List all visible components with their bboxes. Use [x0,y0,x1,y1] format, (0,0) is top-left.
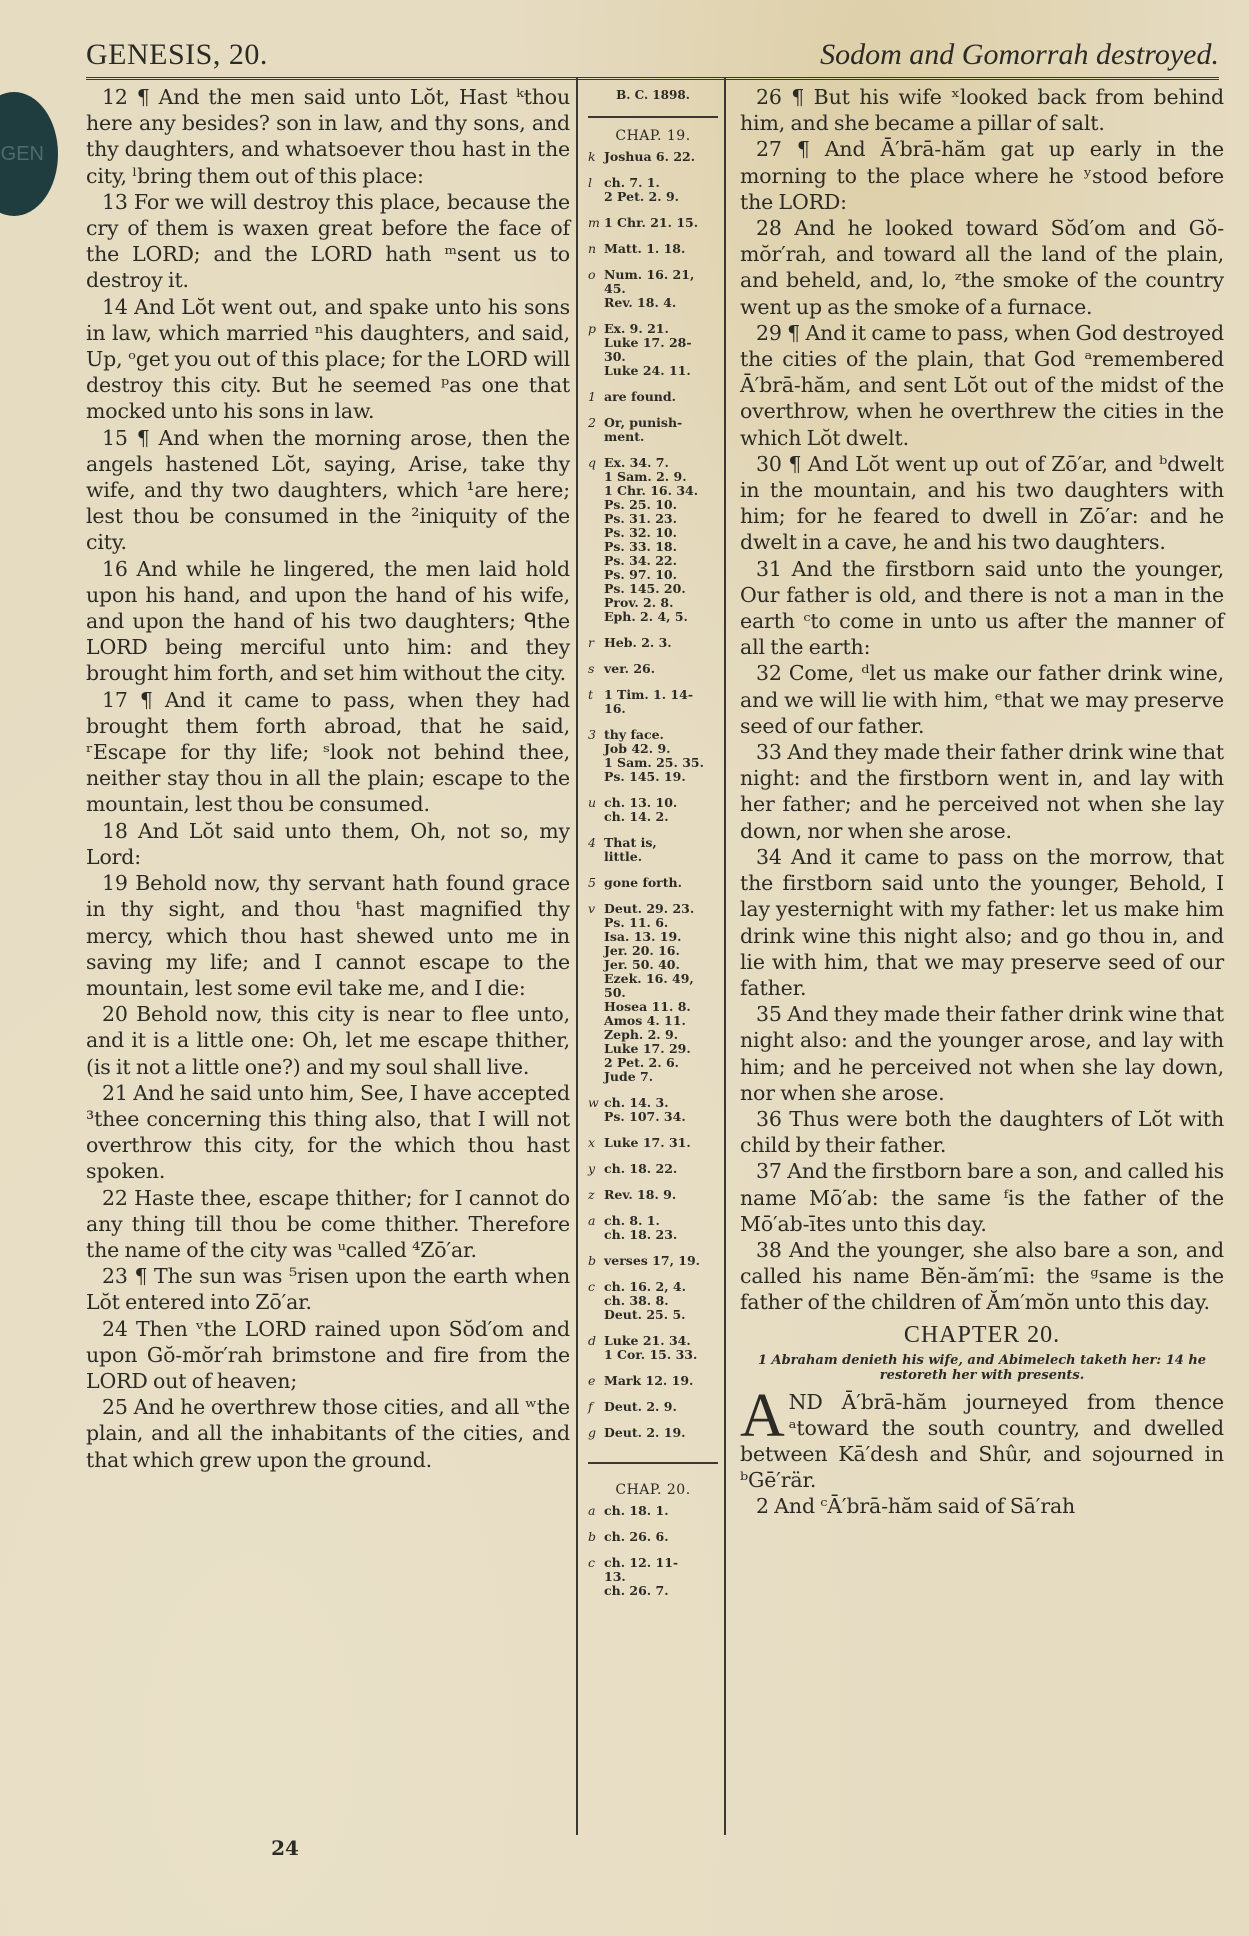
reference-line: Ps. 25. 10. [604,497,677,512]
reference-entry [588,1096,718,1124]
reference-line: Luke 17. 31. [604,1135,691,1150]
reference-entry [588,636,718,650]
reference-line: ch. 13. 10. [604,795,678,810]
reference-entry [588,796,718,824]
reference-line: Luke 21. 34. [604,1333,691,1348]
reference-entry [588,150,718,164]
verse-18: 18 And Lŏt said unto them, Oh, not so, my Lord: [86,818,570,869]
reference-key: x [588,1135,596,1150]
reference-line: Job 42. 9. [604,741,671,756]
reference-key: r [588,635,594,650]
reference-line: 50. [604,985,626,1000]
reference-line: Ps. 11. 6. [604,915,669,930]
verse-34: 34 And it came to pass on the morrow, that the firstborn said unto the younger, Behold, I lay yesternight with my father: let us make him drink wine this night also; and go thou in, and lie with him, that we may preserve seed of our father. [740,844,1224,1000]
reference-line: Deut. 2. 9. [604,1399,677,1414]
reference-entry [588,662,718,676]
reference-line: 1 Chr. 21. 15. [604,215,699,230]
reference-line: Zeph. 2. 9. [604,1027,679,1042]
verse-33: 33 And they made their father drink wine that night: and the firstborn went in, and lay with her father; and he perceived not when she lay down, nor when she arose. [740,740,1224,843]
reference-line: Ps. 33. 18. [604,539,677,554]
reference-line: ch. 18. 23. [604,1227,678,1242]
reference-key: p [588,321,597,336]
chap-20-references [588,1504,718,1598]
reference-line: Ps. 145. 19. [604,769,686,784]
chapter-20-verse-1 [740,1381,1224,1494]
reference-line: Deut. 29. 23. [604,901,695,916]
chap-19-references [588,150,718,1440]
reference-line: Deut. 2. 19. [604,1425,686,1440]
reference-key: o [588,267,596,282]
reference-key: z [588,1187,595,1202]
reference-entry [588,1426,718,1440]
thumb-tab-label: GEN [0,142,44,165]
verse-37: 37 And the firstborn bare a son, and called his name Mō′ab: the same ᶠis the father of the Mō′ab-ītes unto this day. [740,1159,1224,1236]
reference-line: Ps. 107. 34. [604,1109,686,1124]
reference-line: 1 Chr. 16. 34. [604,483,699,498]
verse-32: 32 Come, ᵈlet us make our father drink wine, and we will lie with him, ᵉthat we may preserve seed of our father. [740,661,1224,738]
reference-line: Luke 24. 11. [604,363,691,378]
reference-line: Ex. 9. 21. [604,321,669,336]
reference-line: ch. 26. 6. [604,1529,669,1544]
verse-31: 31 And the firstborn said unto the younger, Our father is old, and there is not a man in the earth ᶜto come in unto us after the manner of all the earth: [740,556,1224,660]
reference-line: 2 Pet. 2. 9. [604,189,679,204]
reference-line: Rev. 18. 9. [604,1187,677,1202]
verse-38: 38 And the younger, she also bare a son, and called his name Bĕn-ăm′mī: the ᵍsame is the father of the children of Ăm′mŏn unto this day. [740,1237,1224,1315]
reference-entry [588,322,718,378]
reference-rule [588,1462,718,1464]
reference-line: Ps. 34. 22. [604,553,677,568]
reference-entry [588,242,718,256]
reference-key: v [588,901,596,916]
reference-entry [588,1374,718,1388]
reference-line: 2 Pet. 2. 6. [604,1055,679,1070]
reference-line: ch. 14. 2. [604,809,669,824]
verse-36: 36 Thus were both the daughters of Lŏt with child by their father. [740,1106,1224,1158]
verse-13: 13 For we will destroy this place, because the cry of them is waxen great before the face of the LORD; and the LORD hath ᵐsent us to destroy it. [86,189,570,293]
drop-cap: A [740,1381,785,1450]
reference-line: ch. 12. 11- [604,1555,679,1570]
reference-line: Jer. 20. 16. [604,943,680,958]
reference-key: n [588,241,597,256]
verse-20: 20 Behold now, this city is near to flee unto, and it is a little one: Oh, let me escape thither, (is it not a little one?) and my soul shall live. [86,1002,570,1079]
reference-line: Luke 17. 28- [604,335,692,350]
verse-23: 23 ¶ The sun was ⁵risen upon the earth when Lŏt entered into Zō′ar. [86,1264,570,1315]
reference-entry [588,1162,718,1176]
reference-line: 16. [604,701,626,716]
reference-key: e [588,1373,596,1388]
verse-27: 27 ¶ And Ā′brā-hăm gat up early in the morning to the place where he ʸstood before the LORD: [740,137,1224,214]
left-text-column [86,84,570,1473]
reference-line: Jude 7. [604,1069,654,1084]
reference-line: 1 Sam. 25. 35. [604,755,704,770]
reference-line: Mark 12. 19. [604,1373,694,1388]
verse-15: 15 ¶ And when the morning arose, then the angels hastened Lŏt, saying, Arise, take thy wife, and thy two daughters, which ¹are here; lest thou be consumed in the ²iniquity of the city. [86,425,570,555]
reference-key: k [588,149,596,164]
reference-line: ch. 7. 1. [604,175,660,190]
verse-12: 12 ¶ And the men said unto Lŏt, Hast ᵏthou here any besides? son in law, and thy sons, and thy daughters, and whatsoever thou hast in the city, ˡbring them out of this place: [86,85,570,188]
reference-key: u [588,795,597,810]
reference-entry [588,216,718,230]
reference-key: q [588,455,597,470]
reference-rule [588,116,718,118]
reference-key: c [588,1555,596,1570]
reference-line: thy face. [604,727,664,742]
reference-key: g [588,1425,597,1440]
reference-key: m [588,215,600,230]
reference-line: 1 Sam. 2. 9. [604,469,687,484]
reference-line: ment. [604,429,645,444]
reference-entry [588,1530,718,1544]
verse-21: 21 And he said unto him, See, I have accepted ³thee concerning this thing also, that I will not overthrow this city, for the which thou hast spoken. [86,1080,570,1184]
reference-entry [588,1504,718,1518]
reference-entry [588,1214,718,1242]
reference-line: 45. [604,281,626,296]
reference-line: Deut. 25. 5. [604,1307,686,1322]
reference-key: a [588,1503,596,1518]
reference-line: Prov. 2. 8. [604,595,674,610]
reference-line: 1 Tim. 1. 14- [604,687,694,702]
reference-key: d [588,1333,597,1348]
reference-line: Or, punish- [604,415,683,430]
reference-line: Isa. 13. 19. [604,929,682,944]
reference-entry [588,268,718,310]
verse-26: 26 ¶ But his wife ˣlooked back from behind him, and she became a pillar of salt. [740,85,1224,136]
verse-17: 17 ¶ And it came to pass, when they had brought them forth abroad, that he said, ʳEscape for thy life; ˢlook not behind thee, neither stay thou in all the plain; escape to the mountain, lest thou be consumed. [86,687,570,817]
reference-entry [588,876,718,890]
reference-line: little. [604,849,643,864]
chap-19-label: CHAP. 19. [615,128,691,144]
reference-entry [588,728,718,784]
chapter-20-verse-2: 2 And ᶜĀ′brā-hăm said of Sā′rah [756,1494,1076,1519]
reference-line: Jer. 50. 40. [604,957,680,972]
reference-line: Amos 4. 11. [604,1013,686,1028]
reference-line: verses 17, 19. [604,1253,701,1268]
reference-key: a [588,1213,596,1228]
reference-entry [588,836,718,864]
chap-20-label: CHAP. 20. [615,1482,691,1498]
reference-entry [588,1334,718,1362]
reference-key: c [588,1279,596,1294]
reference-line: Rev. 18. 4. [604,295,677,310]
reference-line: Ex. 34. 7. [604,455,669,470]
reference-entry [588,176,718,204]
chapter-20-summary: 1 Abraham denieth his wife, and Abimelech taketh her: 14 he restoreth her with presents. [757,1352,1207,1383]
reference-key: y [588,1161,596,1176]
reference-key: 5 [588,875,596,890]
reference-line: ch. 8. 1. [604,1213,660,1228]
reference-key: 1 [588,389,596,404]
center-reference-column [576,78,726,1835]
verse-29: 29 ¶ And it came to pass, when God destroyed the cities of the plain, that God ᵃremembered Ā′brā-hăm, and sent Lŏt out of the midst of the overthrow, when he overthrew the cities in the which Lŏt dwelt. [740,320,1224,450]
reference-entry [588,1556,718,1598]
reference-line: Luke 17. 29. [604,1041,691,1056]
reference-entry [588,416,718,444]
reference-entry [588,902,718,1084]
running-head [86,30,1219,72]
verse-14: 14 And Lŏt went out, and spake unto his sons in law, which married ⁿhis daughters, and said, Up, ᵒget you out of this place; for the LORD will destroy this city. But he seemed ᵖas one that mocked unto his sons in law. [86,294,570,424]
verse-19: 19 Behold now, thy servant hath found grace in thy sight, and thou ᵗhast magnified thy mercy, which thou hast shewed unto me in saving my life; and I cannot escape to the mountain, lest some evil take me, and I die: [86,871,570,1000]
reference-line: 30. [604,349,626,364]
running-head-title: Sodom and Gomorrah destroyed. [820,38,1219,71]
reference-line: ch. 16. 2, 4. [604,1279,686,1294]
reference-entry [588,456,718,624]
reference-line: Hosea 11. 8. [604,999,691,1014]
reference-line: Ps. 32. 10. [604,525,677,540]
reference-line: ch. 26. 7. [604,1583,669,1598]
reference-entry [588,1188,718,1202]
reference-line: Ps. 97. 10. [604,567,677,582]
reference-line: Matt. 1. 18. [604,241,686,256]
right-text-column [740,84,1224,1520]
reference-key: l [588,175,592,190]
running-head-book: GENESIS, 20. [86,38,268,71]
reference-line: gone forth. [604,875,682,890]
reference-line: Ps. 145. 20. [604,581,686,596]
thumb-index-tab [0,92,58,216]
reference-key: 3 [588,727,596,742]
reference-line: ch. 18. 22. [604,1161,678,1176]
reference-line: Eph. 2. 4, 5. [604,609,688,624]
reference-line: 13. [604,1569,626,1584]
reference-key: t [588,687,594,702]
reference-entry [588,1400,718,1414]
verse-22: 22 Haste thee, escape thither; for I cannot do any thing till thou be come thither. Therefore the name of the city was ᵘcalled ⁴Zō′ar. [86,1185,570,1262]
chapter-20-heading: CHAPTER 20. [903,1321,1061,1348]
verse-24: 24 Then ᵛthe LORD rained upon Sŏd′om and upon Gŏ-mŏr′rah brimstone and fire from the LORD out of heaven; [86,1316,570,1393]
reference-entry [588,390,718,404]
reference-key: 2 [588,415,596,430]
reference-line: That is, [604,835,657,850]
reference-key: s [588,661,595,676]
reference-line: Ezek. 16. 49, [604,971,694,986]
reference-line: ch. 14. 3. [604,1095,669,1110]
page-number: 24 [271,1836,299,1860]
verse-16: 16 And while he lingered, the men laid hold upon his hand, and upon the hand of his wife, and upon the hand of his two daughters; ᑫthe LORD being merciful unto him: and they brought him forth, and set him without the city. [86,556,570,686]
verse-30: 30 ¶ And Lŏt went up out of Zō′ar, and ᵇdwelt in the mountain, and his two daughters with him; for he feared to dwell in Zō′ar: and he dwelt in a cave, he and his two daughters. [740,451,1224,555]
reference-line: ch. 38. 8. [604,1293,669,1308]
reference-line: Num. 16. 21, [604,267,695,282]
verse-1-text: ND Ā′brā-hăm journeyed from thence ᵃtoward the south country, and dwelled between Kā′desh and Shûr, and sojourned in ᵇGē′rär. [740,1389,1224,1493]
reference-entry [588,1254,718,1268]
reference-line: are found. [604,389,676,404]
reference-entry [588,1136,718,1150]
reference-key: 4 [588,835,596,850]
reference-key: b [588,1529,597,1544]
reference-line: 1 Cor. 15. 33. [604,1347,698,1362]
verse-25: 25 And he overthrew those cities, and all ʷthe plain, and all the inhabitants of the cities, and that which grew upon the ground. [86,1395,570,1472]
reference-entry [588,688,718,716]
date-marker: B. C. 1898. [616,88,690,102]
reference-entry [588,1280,718,1322]
verse-35: 35 And they made their father drink wine that night also: and the younger arose, and lay with him; and he perceived not when she lay down, nor when she arose. [740,1002,1224,1105]
reference-line: Ps. 31. 23. [604,511,677,526]
reference-line: Joshua 6. 22. [604,149,696,164]
reference-line: ch. 18. 1. [604,1503,669,1518]
reference-line: Heb. 2. 3. [604,635,672,650]
reference-line: ver. 26. [604,661,656,676]
reference-key: b [588,1253,597,1268]
reference-key: f [588,1399,593,1414]
verse-28: 28 And he looked toward Sŏd′om and Gŏ-mŏr′rah, and toward all the land of the plain, and beheld, and, lo, ᶻthe smoke of the country went up as the smoke of a furnace. [740,216,1224,319]
reference-key: w [588,1095,599,1110]
